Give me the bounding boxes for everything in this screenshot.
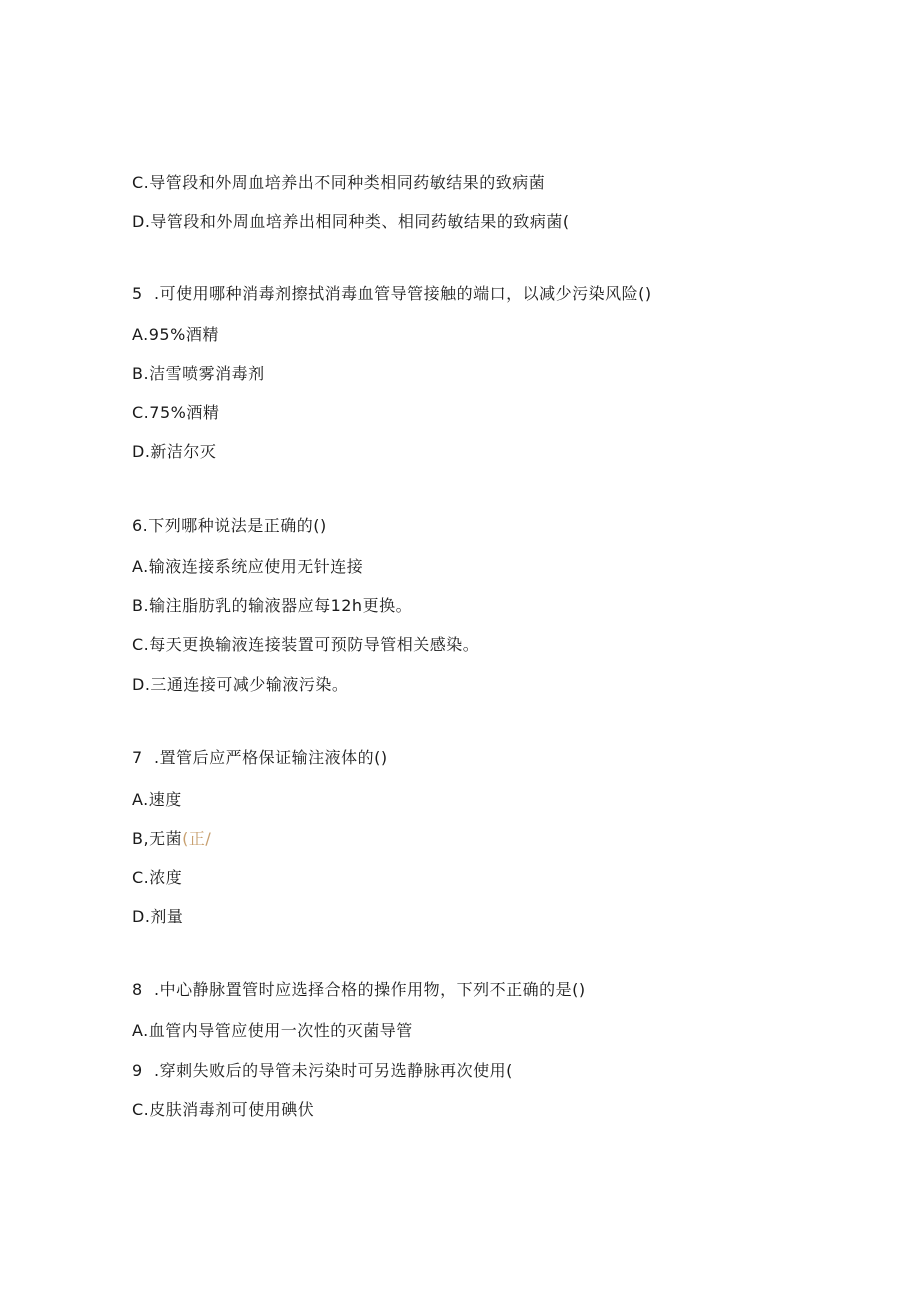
option-text: A.95%酒精 (132, 325, 219, 344)
question-number: 7 (132, 748, 143, 767)
option-text: C.浓度 (132, 868, 183, 887)
option-q6-d (132, 675, 348, 695)
option-q4-d (132, 212, 570, 232)
option-text: D.新洁尔灭 (132, 442, 217, 461)
question-number: 5 (132, 284, 143, 303)
option-q7-c (132, 868, 182, 888)
option-text: D.导管段和外周血培养出相同种类、相同药敏结果的致病菌( (132, 212, 570, 231)
question-9 (132, 1061, 513, 1081)
option-q6-a (132, 557, 363, 577)
option-text: B,无菌 (132, 829, 183, 848)
option-text: D.剂量 (132, 907, 184, 926)
question-text: .穿刺失败后的导管未污染时可另选静脉再次使用( (154, 1061, 513, 1080)
option-text: A.速度 (132, 790, 182, 809)
question-text: .可使用哪种消毒剂擦拭消毒血管导管接触的端口，以减少污染风险() (154, 284, 652, 303)
question-text: .置管后应严格保证输注液体的() (154, 748, 388, 767)
option-q4-c (132, 173, 545, 193)
option-text: C.皮肤消毒剂可使用碘伏 (132, 1100, 315, 1119)
option-text: A.血管内导管应使用一次性的灭菌导管 (132, 1021, 413, 1040)
option-q7-d (132, 907, 183, 927)
question-6 (132, 516, 327, 536)
option-q5-b (132, 364, 265, 384)
option-q6-c (132, 635, 479, 655)
option-text: C.每天更换输液连接装置可预防导管相关感染。 (132, 635, 480, 654)
option-q7-b (132, 829, 211, 849)
question-text: .中心静脉置管时应选择合格的操作用物，下列不正确的是() (154, 980, 586, 999)
question-number: 9 (132, 1061, 143, 1080)
question-5 (132, 284, 652, 304)
answer-mark: (正/ (182, 829, 212, 848)
option-text: D.三通连接可减少输液污染。 (132, 675, 349, 694)
option-q9-c (132, 1100, 314, 1120)
question-7 (132, 748, 388, 768)
option-text: B.输注脂肪乳的输液器应每12h更换。 (132, 596, 413, 615)
question-number: 8 (132, 980, 143, 999)
option-q8-a (132, 1021, 413, 1041)
question-8 (132, 980, 586, 1000)
option-q5-a (132, 325, 219, 345)
question-text: 6.下列哪种说法是正确的() (132, 516, 327, 535)
option-q5-c (132, 403, 219, 423)
option-q7-a (132, 790, 182, 810)
option-text: B.洁雪喷雾消毒剂 (132, 364, 265, 383)
option-text: C.75%酒精 (132, 403, 220, 422)
option-q6-b (132, 596, 412, 616)
option-text: A.输液连接系统应使用无针连接 (132, 557, 364, 576)
option-q5-d (132, 442, 216, 462)
option-text: C.导管段和外周血培养出不同种类相同药敏结果的致病菌 (132, 173, 546, 192)
